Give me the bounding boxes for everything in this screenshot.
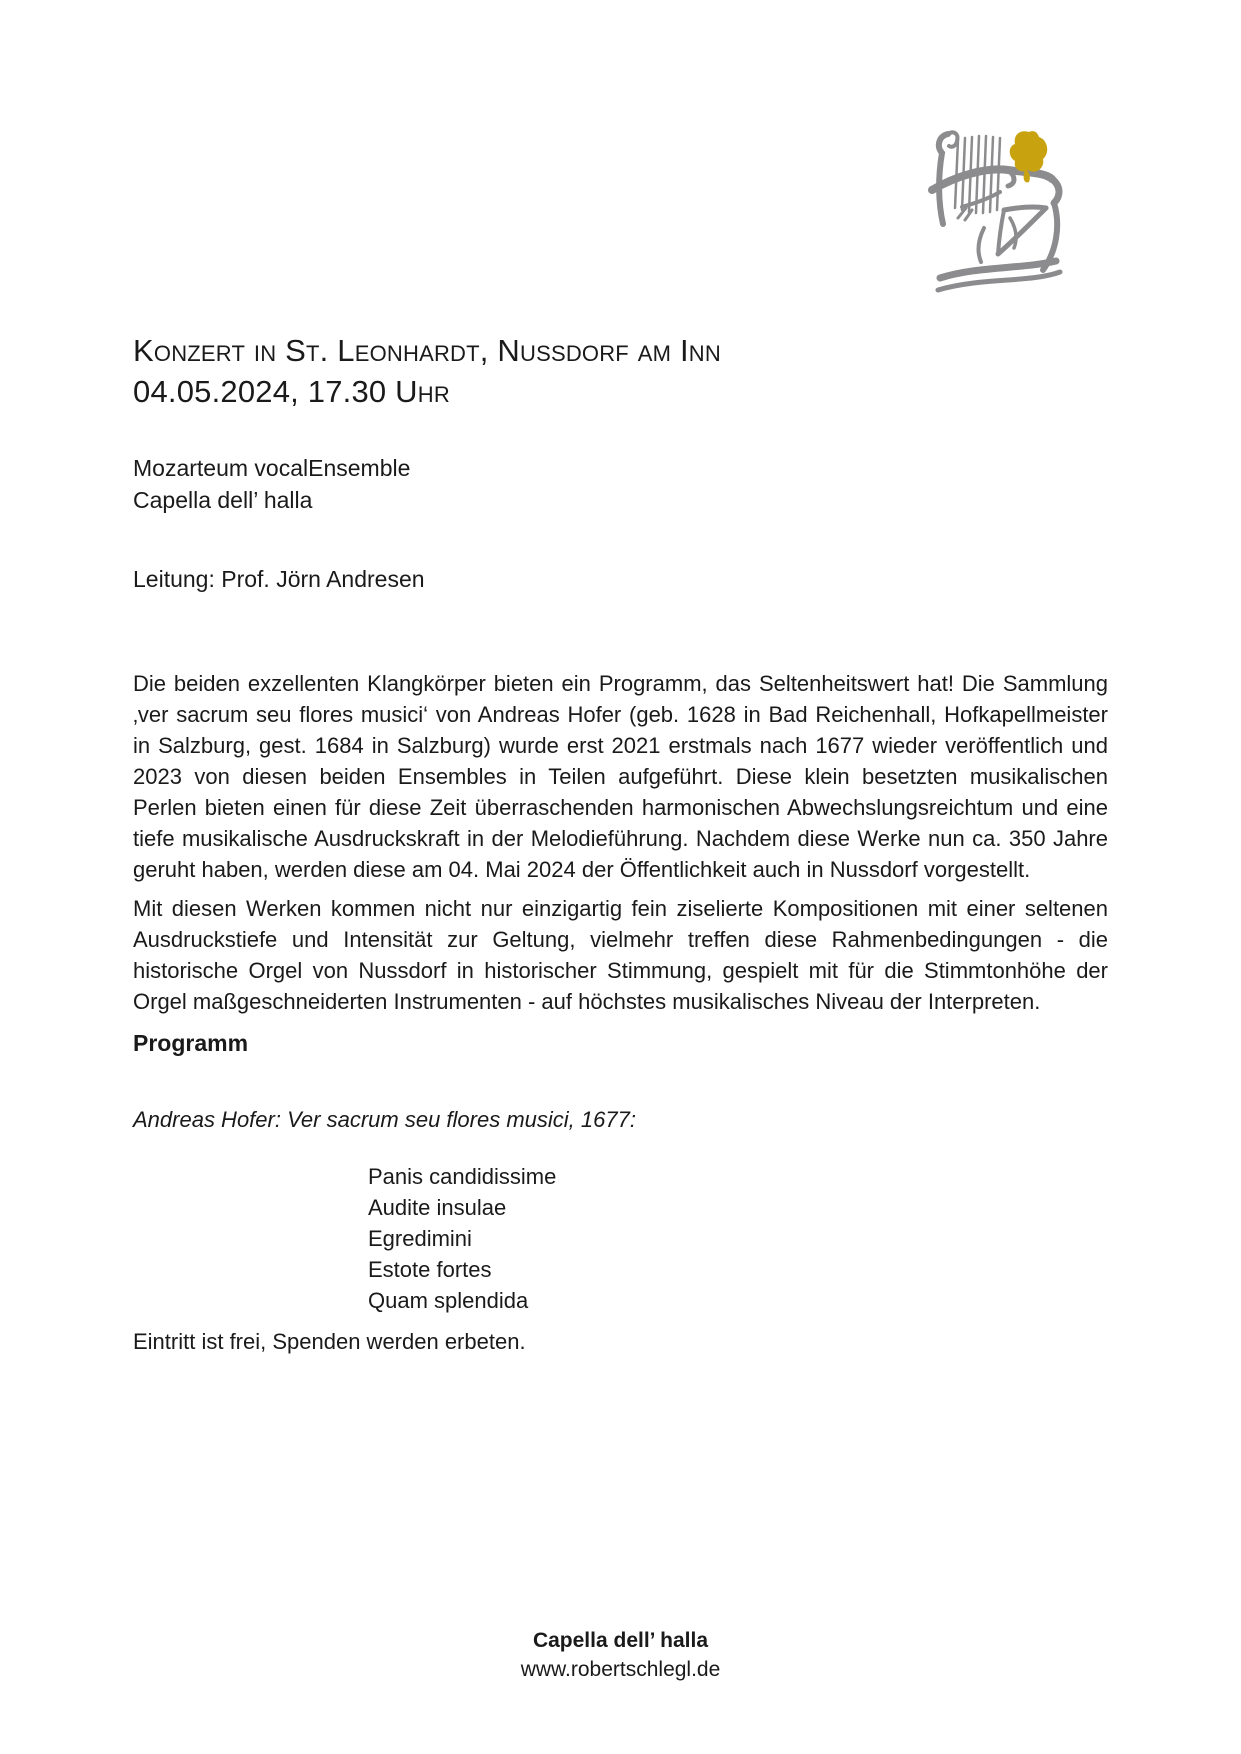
- work-title: Andreas Hofer: Ver sacrum seu flores musici, 1677:: [133, 1107, 636, 1132]
- ensemble-block: [133, 452, 410, 516]
- description-paragraph-2: Mit diesen Werken kommen nicht nur einzigartig fein ziselierte Kompositionen mit einer seltenen Ausdruckstiefe und Intensität zur Geltung, vielmehr treffen diese Rahmenbedingungen - die historische Orgel von Nussdorf in historischer Stimmung, gespielt mit für die Stimmtonhöhe der Orgel maßgeschneiderten Instrumenten - auf höchstes musikalisches Niveau der Interpreten.: [133, 896, 1108, 1014]
- footer-ensemble-name: Capella dell’ halla: [532, 1629, 709, 1652]
- piece-item: Panis candidissime: [368, 1164, 557, 1189]
- conductor-line: Leitung: Prof. Jörn Andresen: [133, 566, 425, 592]
- piece-list: [368, 1161, 556, 1316]
- ground-strokes: [938, 261, 1060, 290]
- piece-item: Egredimini: [368, 1226, 472, 1251]
- harpist-figure: [932, 169, 1059, 270]
- header-block: [133, 330, 1108, 412]
- piece-item: Quam splendida: [368, 1288, 529, 1313]
- ensemble-name-1: Mozarteum vocalEnsemble: [133, 455, 411, 481]
- piece-item: Estote fortes: [368, 1257, 492, 1282]
- page-footer: [0, 1626, 1241, 1684]
- event-datetime: 04.05.2024, 17.30 Uhr: [133, 374, 450, 409]
- piece-item: Audite insulae: [368, 1195, 507, 1220]
- description-paragraph-1: Die beiden exzellenten Klangkörper bieten ein Programm, das Seltenheitswert hat! Die Sammlung ‚ver sacrum seu flores musici‘ von Andreas Hofer (geb. 1628 in Bad Reichenhall, Hofkapellmeister in Salzburg, gest. 1684 in Salzburg) wurde erst 2021 erstmals nach 1677 wieder veröffentlich und 2023 von diesen beiden Ensembles in Teilen aufgeführt. Diese klein besetzten musikalischen Perlen bieten einen für diese Zeit überraschenden harmonischen Abwechslungsreichtum und eine tiefe musikalische Ausdruckskraft in der Melodieführung. Nachdem diese Werke nun ca. 350 Jahre geruht haben, werden diese am 04. Mai 2024 der Öffentlichkeit auch in Nussdorf vorgestellt.: [133, 671, 1108, 882]
- admission-note: Eintritt ist frei, Spenden werden erbeten.: [133, 1329, 526, 1354]
- ensemble-name-2: Capella dell’ halla: [133, 487, 313, 513]
- program-heading: Programm: [133, 1030, 249, 1056]
- document-title: Konzert in St. Leonhardt, Nussdorf am Inn: [133, 333, 721, 368]
- footer-website: www.robertschlegl.de: [520, 1658, 721, 1681]
- harpist-logo: [928, 120, 1068, 300]
